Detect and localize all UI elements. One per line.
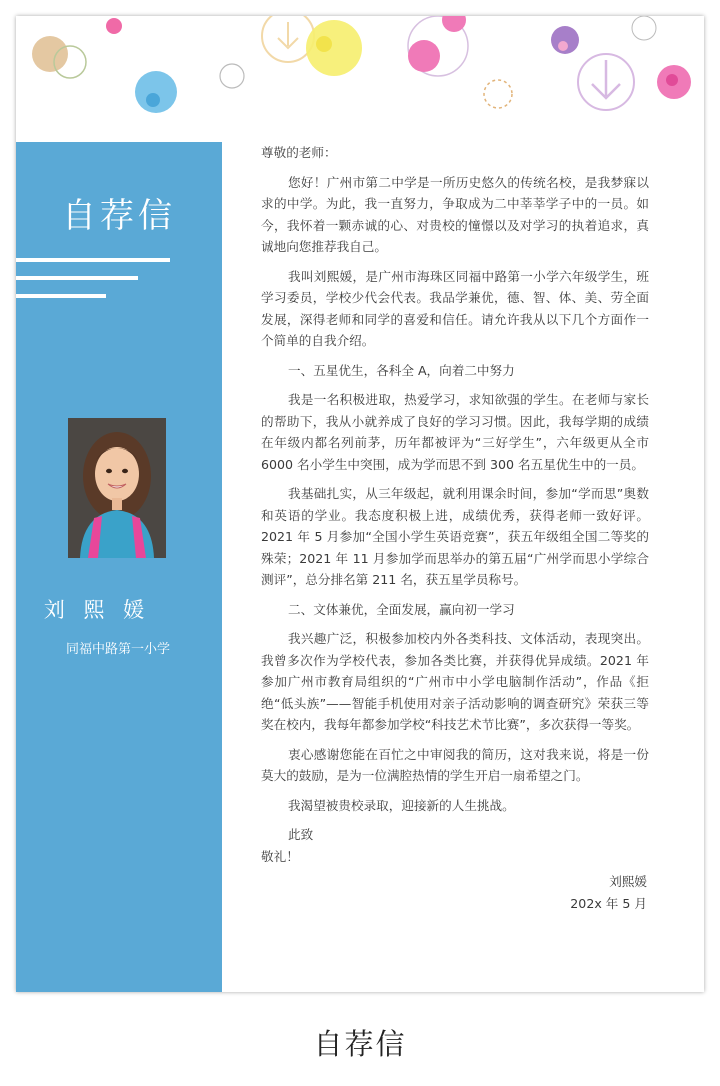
letter-closing: 此致	[288, 827, 314, 842]
sidebar-title: 自荐信	[62, 196, 176, 236]
page-caption: 自荐信	[313, 1027, 407, 1061]
letter-signature: 刘熙媛	[609, 874, 647, 889]
letter-body	[261, 142, 649, 914]
sidebar-decor-line	[16, 276, 138, 280]
sidebar-decor-line	[16, 258, 170, 262]
applicant-name: 刘 熙 媛	[43, 598, 151, 622]
letter-paragraph: 我基础扎实，从三年级起，就利用课余时间，参加“学而思”奥数和英语的学业。我态度积极上进，成绩优秀，获得老师一致好评。2021 年 5 月参加“全国小学生英语竞赛”，获五年级组全国二等奖的殊荣；2021 年 11 月参加学而思举办的第五届“广州学而思小学综合测评”，总分排名第 211 名，获五星学员称号。	[261, 486, 649, 587]
letter-paragraph: 衷心感谢您能在百忙之中审阅我的简历，这对我来说，将是一份莫大的鼓励，是为一位满腔热情的学生开启一扇希望之门。	[261, 746, 649, 783]
letter-paragraph: 我是一名积极进取，热爱学习，求知欲强的学生。在老师与家长的帮助下，我从小就养成了良好的学习习惯。因此，我每学期的成绩在年级内都名列前茅，历年都被评为“三好学生”，六年级更从全市 6000 名小学生中突围，成为学而思不到 300 名五星优生中的一员。	[261, 392, 649, 472]
school-name: 同福中路第一小学	[66, 642, 171, 657]
letter-date: 202x 年 5 月	[570, 895, 647, 911]
letter-paragraph: 您好！广州市第二中学是一所历史悠久的传统名校，是我梦寐以求的中学。为此，我一直努力，争取成为二中莘莘学子中的一员。如今，我怀着一颗赤诚的心、对贵校的憧憬以及对学习的执着追求，真诚地向您推荐我自己。	[261, 174, 649, 254]
section-heading: 二、文体兼优，全面发展，赢向初一学习	[288, 601, 515, 617]
sidebar	[16, 142, 222, 992]
section-heading: 一、五星优生，各科全 A，向着二中努力	[288, 362, 515, 378]
letter-paragraph: 我叫刘熙媛，是广州市海珠区同福中路第一小学六年级学生，班学习委员，学校少代会代表。我品学兼优，德、智、体、美、劳全面发展，深得老师和同学的喜爱和信任。请允许我从以下几个方面作一个简单的自我介绍。	[261, 268, 649, 348]
letter-salute: 敬礼！	[261, 848, 299, 864]
resume-page	[16, 16, 704, 992]
letter-paragraph: 我兴趣广泛，积极参加校内外各类科技、文体活动，表现突出。我曾多次作为学校代表，参加各类比赛，并获得优异成绩。2021 年参加广州市教育局组织的“广州市中小学电脑制作活动”，作品《拒绝“低头族”——智能手机使用对亲子活动影响的调查研究》荣获三等奖在校内，我每年都参加学校“科技艺术节比赛”，多次获得一等奖。	[261, 631, 649, 732]
letter-greeting: 尊敬的老师：	[261, 145, 337, 160]
sidebar-decor-line	[16, 294, 106, 298]
profile-photo	[68, 418, 166, 558]
letter-paragraph: 我渴望被贵校录取，迎接新的人生挑战。	[288, 797, 515, 813]
decorative-bubbles	[16, 16, 704, 144]
